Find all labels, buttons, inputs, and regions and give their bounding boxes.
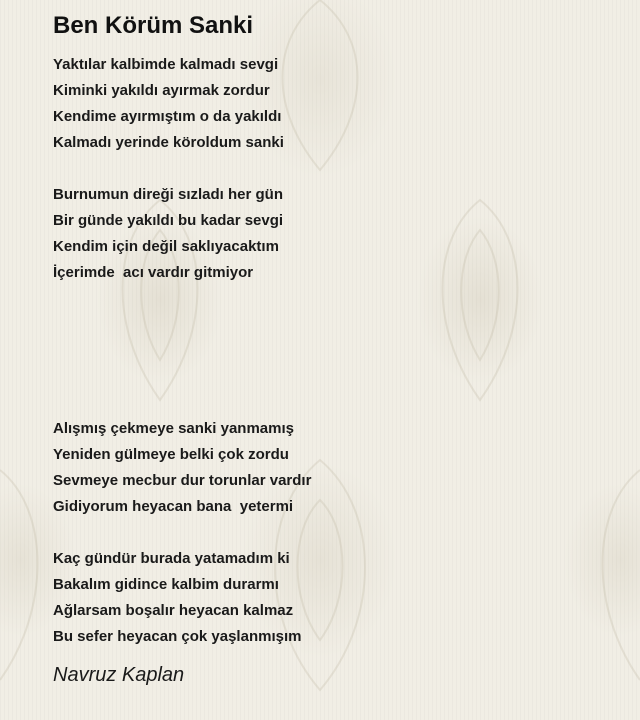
poem-line: Sevmeye mecbur dur torunlar vardır [53, 472, 312, 489]
poem-line: Alışmış çekmeye sanki yanmamış [53, 420, 294, 437]
stanza-spacer [53, 156, 613, 182]
poem-line: Bakalım gidince kalbim durarmı [53, 576, 279, 593]
stanza-4 [53, 546, 613, 650]
poem-line: Gidiyorum heyacan bana yetermi [53, 498, 294, 515]
poem-line: Kaç gündür burada yatamadım ki [53, 550, 290, 567]
stanza-spacer-large [53, 286, 613, 416]
stanza-1 [53, 52, 613, 156]
poem-line: Kendime ayırmıştım o da yakıldı [53, 108, 282, 125]
stanza-3 [53, 416, 613, 520]
poem-line: İçerimde acı vardır gitmiyor [53, 264, 254, 281]
poem-title: Ben Körüm Sanki [53, 12, 254, 39]
stanza-spacer [53, 520, 613, 546]
poem-line: Burnumun direği sızladı her gün [53, 186, 284, 203]
poem-line: Bir günde yakıldı bu kadar sevgi [53, 212, 284, 229]
poem-line: Bu sefer heyacan çok yaşlanmışım [53, 628, 302, 645]
poem-line: Kiminki yakıldı ayırmak zordur [53, 82, 270, 99]
poem-line: Yeniden gülmeye belki çok zordu [53, 446, 289, 463]
poem-line: Ağlarsam boşalır heyacan kalmaz [53, 602, 294, 619]
poem-container [53, 10, 613, 688]
poem-line: Kendim için değil saklıyacaktım [53, 238, 279, 255]
poem-author: Navruz Kaplan [53, 664, 185, 686]
stanza-2 [53, 182, 613, 286]
poem-line: Kalmadı yerinde köroldum sanki [53, 134, 284, 151]
poem-line: Yaktılar kalbimde kalmadı sevgi [53, 56, 279, 73]
